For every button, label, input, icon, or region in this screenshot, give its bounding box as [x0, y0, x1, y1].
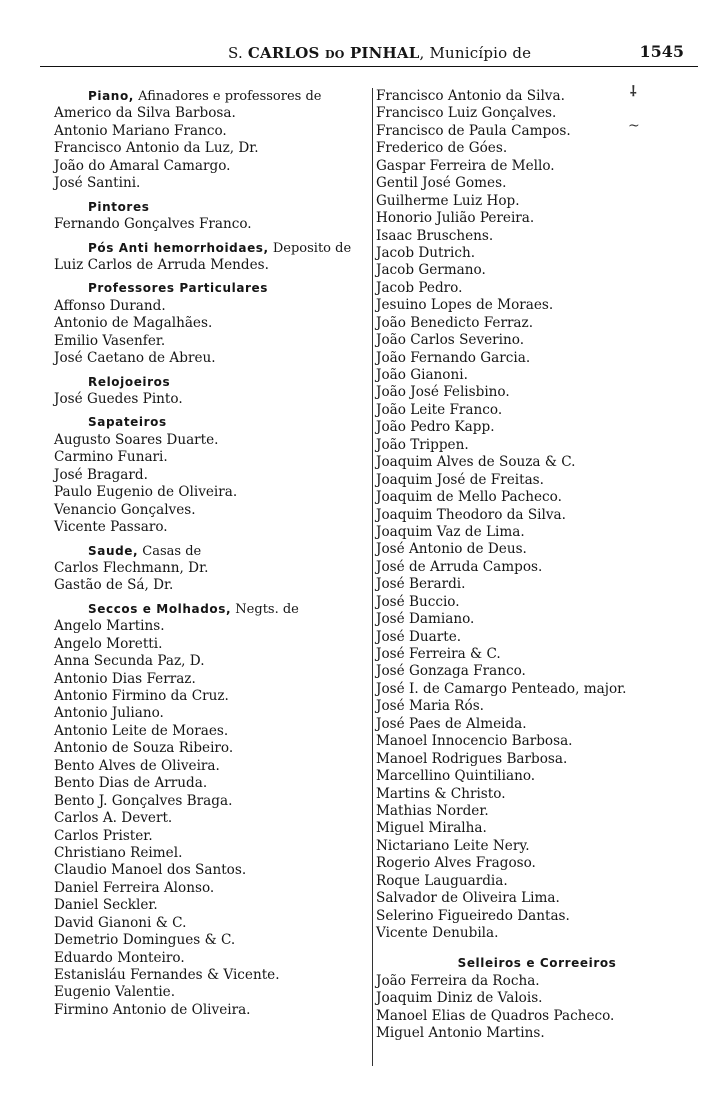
section-heading-title: Piano, [88, 89, 134, 103]
directory-entry: Eugenio Valentie. [54, 984, 176, 1001]
directory-entry: Martins & Christo. [376, 785, 506, 802]
directory-entry: José Damiano. [376, 611, 475, 628]
page-header [40, 40, 698, 67]
directory-entry: Vicente Denubila. [376, 925, 499, 941]
directory-entry: Affonso Durand. [54, 297, 166, 314]
section-spacer [376, 942, 698, 955]
directory-entry: Honorio Julião Pereira. [376, 210, 535, 227]
directory-entry: Joaquim Vaz de Lima. [376, 523, 525, 540]
directory-entry: Gastão de Sá, Dr. [54, 577, 174, 594]
directory-entry: João Benedicto Ferraz. [376, 314, 534, 331]
directory-entry: Angelo Moretti. [54, 635, 163, 652]
directory-entry: Joaquim de Mello Pacheco. [376, 489, 562, 506]
running-head-prefix: S. [228, 44, 248, 62]
directory-entry: Claudio Manoel dos Santos. [54, 862, 247, 879]
section-heading [54, 240, 366, 257]
directory-entry: David Gianoni & C. [54, 914, 187, 931]
section-heading-title: Selleiros e Correeiros [457, 956, 617, 971]
directory-entry: Paulo Eugenio de Oliveira. [54, 484, 238, 501]
section-heading [54, 414, 366, 431]
ink-mark: ⸸ [630, 84, 637, 100]
directory-entry: Antonio Juliano. [54, 705, 164, 722]
directory-entry: José Berardi. [376, 576, 466, 593]
directory-entry: Manoel Rodrigues Barbosa. [376, 750, 568, 767]
directory-entry: Bento J. Gonçalves Braga. [54, 792, 233, 809]
directory-entry: Bento Alves de Oliveira. [54, 757, 220, 774]
directory-entry: Antonio Mariano Franco. [54, 122, 227, 139]
directory-entry: Francisco Antonio da Luz, Dr. [54, 140, 259, 157]
directory-entry: Manoel Innocencio Barbosa. [376, 733, 573, 750]
directory-entry: Miguel Antonio Martins. [376, 1025, 545, 1042]
directory-entry: Isaac Bruschens. [376, 227, 494, 244]
directory-entry: Salvador de Oliveira Lima. [376, 890, 560, 907]
directory-entry: Bento Dias de Arruda. [54, 775, 208, 792]
directory-entry: Carlos Flechmann, Dr. [54, 559, 209, 576]
directory-entry: Antonio Dias Ferraz. [54, 670, 196, 687]
section-heading [54, 543, 366, 560]
directory-entry: Fernando Gonçalves Franco. [54, 216, 252, 233]
section-heading [54, 280, 366, 297]
running-head-suffix: , Município de [419, 44, 532, 62]
directory-entry: Joaquim José de Freitas. [376, 471, 544, 488]
directory-entry: Firmino Antonio de Oliveira. [54, 1001, 251, 1018]
directory-entry: Jesuino Lopes de Moraes. [376, 297, 554, 314]
directory-entry: Frederico de Góes. [376, 140, 508, 157]
column-divider [372, 88, 373, 1066]
directory-entry: Vicente Passaro. [54, 519, 168, 536]
directory-entry: Venancio Gonçalves. [54, 501, 196, 518]
directory-entry: Antonio Leite de Moraes. [54, 722, 229, 739]
directory-entry: Carlos Prister. [54, 827, 153, 844]
directory-entry: Daniel Ferreira Alonso. [54, 879, 215, 896]
directory-entry: Antonio Firmino da Cruz. [54, 688, 229, 704]
directory-entry: José Bragard. [54, 466, 148, 483]
right-column [376, 88, 698, 1043]
directory-entry: Carlos A. Devert. [54, 810, 173, 827]
section-heading [54, 374, 366, 391]
directory-entry: José Duarte. [376, 628, 462, 645]
directory-entry: João Pedro Kapp. [376, 419, 495, 436]
directory-entry: Francisco de Paula Campos. [376, 122, 571, 139]
directory-entry: José Caetano de Abreu. [54, 350, 216, 367]
directory-entry: Jacob Dutrich. [376, 244, 476, 261]
ink-dash: ~ [628, 118, 640, 134]
directory-entry: José Buccio. [376, 593, 460, 610]
directory-entry: Guilherme Luiz Hop. [376, 192, 520, 209]
directory-entry: Jacob Pedro. [376, 279, 463, 296]
running-head [228, 44, 531, 62]
directory-entry: João Carlos Severino. [376, 332, 525, 349]
directory-entry: Nictariano Leite Nery. [376, 837, 530, 854]
directory-entry: João Ferreira da Rocha. [376, 972, 540, 989]
left-column [54, 88, 366, 1019]
directory-entry: Eduardo Monteiro. [54, 949, 185, 966]
directory-entry: Rogerio Alves Fragoso. [376, 855, 536, 872]
directory-entry: Emilio Vasenfer. [54, 332, 166, 349]
directory-entry: Mathias Norder. [376, 802, 489, 819]
section-heading [54, 88, 366, 105]
section-heading-title: Relojoeiros [88, 374, 171, 389]
directory-entry: Estanisláu Fernandes & Vicente. [54, 967, 280, 983]
directory-entry: Manoel Elias de Quadros Pacheco. [376, 1007, 615, 1024]
section-heading-qualifier: Deposito de [268, 240, 352, 256]
directory-entry: Luiz Carlos de Arruda Mendes. [54, 256, 269, 273]
directory-entry: Marcellino Quintiliano. [376, 768, 536, 785]
directory-entry: João do Amaral Camargo. [54, 157, 231, 174]
directory-entry: Francisco Luiz Gonçalves. [376, 105, 557, 122]
directory-entry: Americo da Silva Barbosa. [54, 105, 236, 122]
section-heading-title: Sapateiros [88, 415, 167, 430]
directory-entry: João Leite Franco. [376, 401, 503, 418]
section-heading-qualifier: Negts. de [231, 601, 299, 617]
directory-entry: Christiano Reimel. [54, 844, 183, 861]
directory-entry: José Santini. [54, 175, 141, 192]
directory-entry: João Fernando Garcia. [376, 349, 531, 366]
directory-entry: Joaquim Theodoro da Silva. [376, 506, 566, 523]
directory-entry: Joaquim Diniz de Valois. [376, 990, 543, 1007]
directory-entry: Jacob Germano. [376, 262, 486, 279]
directory-entry: José Guedes Pinto. [54, 391, 183, 407]
directory-entry: Carmino Funari. [54, 449, 168, 466]
directory-entry: Roque Lauguardia. [376, 872, 508, 889]
directory-entry: José de Arruda Campos. [376, 558, 543, 575]
directory-entry: José Gonzaga Franco. [376, 663, 526, 680]
section-heading [54, 601, 366, 618]
directory-entry: João José Felisbino. [376, 384, 510, 401]
section-heading-title: Saude, [88, 543, 139, 558]
directory-entry: Antonio de Souza Ribeiro. [54, 740, 234, 757]
directory-entry: Joaquim Alves de Souza & C. [376, 454, 576, 471]
directory-entry: Daniel Seckler. [54, 897, 158, 914]
directory-entry: Demetrio Domingues & C. [54, 932, 236, 949]
directory-entry: João Gianoni. [376, 367, 468, 383]
section-heading-title: Pintores [88, 199, 150, 214]
directory-entry: Gentil José Gomes. [376, 175, 507, 192]
directory-entry: Miguel Miralha. [376, 820, 487, 837]
directory-entry: Anna Secunda Paz, D. [54, 653, 205, 670]
directory-entry: Francisco Antonio da Silva. [376, 88, 565, 104]
section-heading-title: Seccos e Molhados, [88, 601, 232, 616]
directory-entry: José Antonio de Deus. [376, 541, 527, 558]
directory-entry: Selerino Figueiredo Dantas. [376, 907, 570, 924]
section-heading [376, 955, 698, 972]
running-head-place: CARLOS do PINHAL [247, 44, 420, 62]
section-heading-qualifier: Casas de [138, 543, 202, 559]
section-heading [54, 199, 366, 216]
directory-entry: João Trippen. [376, 436, 469, 453]
directory-entry: José Paes de Almeida. [376, 715, 527, 732]
directory-entry: Augusto Soares Duarte. [54, 431, 219, 448]
directory-entry: Antonio de Magalhães. [54, 315, 213, 332]
section-heading-title: Pós Anti hemorrhoidaes, [88, 240, 269, 255]
directory-entry: Angelo Martins. [54, 618, 165, 635]
directory-entry: José Ferreira & C. [376, 646, 501, 662]
directory-entry: José I. de Camargo Penteado, major. [376, 680, 627, 697]
directory-entry: José Maria Rós. [376, 698, 484, 715]
page-number: 1545 [639, 42, 684, 61]
section-heading-title: Professores Particulares [88, 281, 269, 296]
directory-entry: Gaspar Ferreira de Mello. [376, 157, 555, 174]
section-heading-qualifier: Afinadores e professores de [133, 89, 322, 104]
